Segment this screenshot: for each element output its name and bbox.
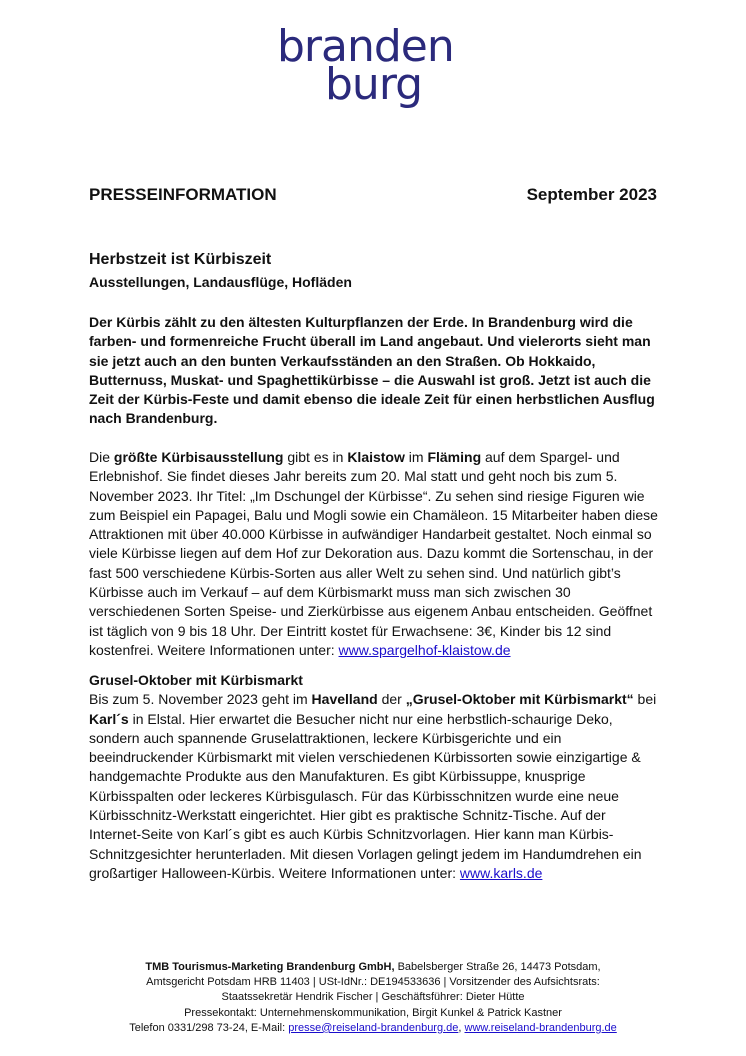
text: auf dem Spargel- und Erlebnishof. Sie findet dieses Jahr bereits zum 20. Mal statt und geht noch bis zum 5. November 2023. Ihr Titel: „Im Dschungel der Kürbisse“. Zu sehen sind riesige Figuren wie zum Beispiel ein Papagei, Balu und Mogli sowie ein Chamäleon. 15 Mitarbeiter haben diese Attraktionen mit über 40.000 Kürbisse in aufwändiger Handarbeit gestaltet. Noch einmal so viele Kürbisse liegen auf dem Hof zur Dekoration aus. Dazu kommt die Sortenschau, in der fast 500 verschiedene Kürbis-Sorten aus aller Welt zu sehen sind. Und natürlich gibt’s Kürbisse auch im Verkauf – auf dem Kürbismarkt muss man sich zwischen 30 verschiedenen Sorten Speise- und Zierkürbisse aus eigenem Anbau entscheiden. Geöffnet ist täglich von 9 bis 18 Uhr. Der Eintritt kostet für Erwachsene: 3€, Kinder bis 12 sind kostenfrei. Weitere Informationen unter: xyxy=(89,449,658,658)
text: bei xyxy=(633,691,657,708)
footer-address: Babelsberger Straße 26, 14473 Potsdam, xyxy=(394,961,601,973)
press-date: September 2023 xyxy=(526,185,657,204)
bold-text: Klaistow xyxy=(347,449,405,465)
bold-text: Havelland xyxy=(311,691,378,708)
page-title: Herbstzeit ist Kürbiszeit xyxy=(89,251,272,268)
footer-press-contact: Pressekontakt: Unternehmenskommunikation, Birgit Kunkel & Patrick Kastner xyxy=(184,1006,562,1019)
bold-text: „Grusel-Oktober mit Kürbismarkt“ xyxy=(405,691,634,708)
spargelhof-link[interactable]: www.spargelhof-klaistow.de xyxy=(338,641,511,658)
footer-email-link[interactable]: presse@reiseland-brandenburg.de xyxy=(288,1021,459,1034)
karls-link[interactable]: www.karls.de xyxy=(459,864,543,881)
brandenburg-logo xyxy=(277,21,477,110)
footer-registry: Amtsgericht Potsdam HRB 11403 | USt-IdNr.: DE194533636 | Vorsitzender des Aufsichtsrats: xyxy=(146,976,600,989)
logo-line-2: burg xyxy=(325,59,423,110)
text: im xyxy=(404,449,428,465)
logo-line-1: branden xyxy=(277,21,454,72)
separator: , xyxy=(458,1021,465,1034)
footer xyxy=(60,960,686,1036)
press-label: PRESSEINFORMATION xyxy=(89,185,277,204)
karls-paragraph xyxy=(89,671,661,883)
text: Bis zum 5. November 2023 geht im xyxy=(89,691,312,708)
text: der xyxy=(377,691,406,708)
footer-company: TMB Tourismus-Marketing Brandenburg GmbH, xyxy=(145,961,395,973)
footer-website-link[interactable]: www.reiseland-brandenburg.de xyxy=(464,1021,617,1034)
text: gibt es in xyxy=(283,449,348,465)
bold-text: größte Kürbisausstellung xyxy=(113,449,284,465)
intro-paragraph: Der Kürbis zählt zu den ältesten Kulturpflanzen der Erde. In Brandenburg wird die farben- und formenreiche Frucht überall im Land angebaut. Und vielerorts sieht man sie jetzt auch an den bunten Verkaufsständen an den Straßen. Ob Hokkaido, Butternuss, Muskat- und Spaghettikürbisse – die Auswahl ist groß. Jetzt ist auch die Zeit der Kürbis-Feste und damit ebenso die ideale Zeit für einen herbstlichen Ausflug nach Brandenburg. xyxy=(89,314,655,427)
document-header xyxy=(89,185,657,205)
text: in Elstal. Hier erwartet die Besucher nicht nur eine herbstlich-schaurige Deko, sondern auch spannende Gruselattraktionen, leckere Kürbisgerichte und ein beeindruckender Kürbismarkt mit vielen verschiedenen Kürbissorten sowie einzigartige & handgemachte Produkte aus den Manufakturen. Es gibt Kürbissuppe, knusprige Kürbisspalten oder leckeres Kürbisgulasch. Für das Kürbisschnitzen wurde eine neue Kürbisschnitz-Werkstatt eingerichtet. Hier gibt es praktische Schnitz-Tische. Auf der Internet-Seite von Karl´s gibt es auch Kürbis Schnitzvorlagen. Hier kann man Kürbis-Schnitzgesichter herunterladen. Mit diesen Vorlagen gelingt jedem im Handumdrehen ein großartiger Halloween-Kürbis. Weitere Informationen unter: xyxy=(89,710,642,881)
bold-text: Fläming xyxy=(427,449,482,465)
footer-phone: Telefon 0331/298 73-24, E-Mail: xyxy=(129,1021,289,1034)
text: Die xyxy=(89,449,114,465)
section-heading: Grusel-Oktober mit Kürbismarkt xyxy=(89,672,303,688)
page-subtitle: Ausstellungen, Landausflüge, Hofläden xyxy=(89,274,352,290)
footer-management: Staatssekretär Hendrik Fischer | Geschäftsführer: Dieter Hütte xyxy=(221,991,525,1004)
klaistow-paragraph xyxy=(89,448,661,660)
bold-text: Karl´s xyxy=(89,710,129,727)
